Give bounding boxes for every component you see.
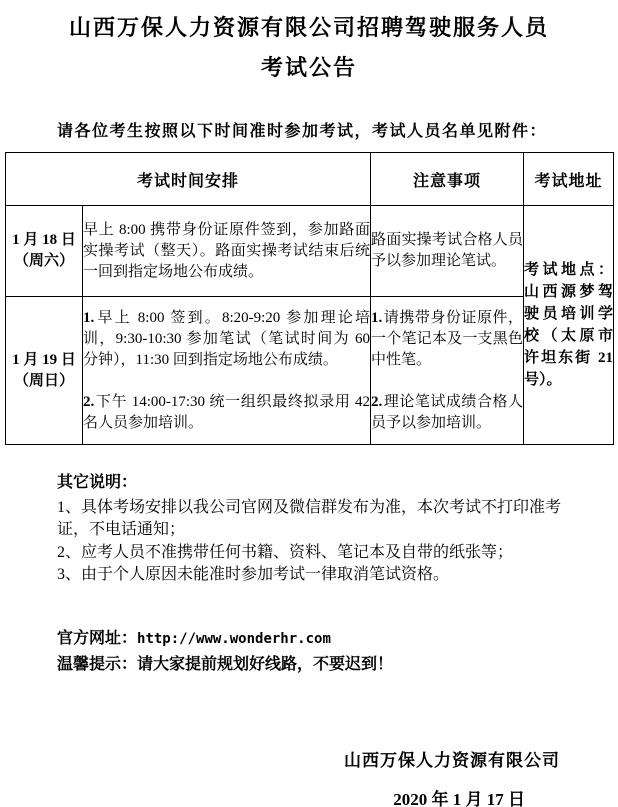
note-item-jan19-1-text: 请携带身份证原件，一个笔记本及一支黑色中性笔。: [371, 309, 524, 368]
other-note-2: 2、应考人员不准携带任何书籍、资料、笔记本及自带的纸张等；: [57, 543, 514, 561]
table-header-row: [6, 153, 614, 206]
other-notes-heading: 其它说明：: [57, 474, 138, 491]
signature-date: 2020 年 1 月 17 日: [393, 789, 525, 807]
exam-address-cell: 考试地点：山西源梦驾驶员培训学校（太原市许坦东街 21 号）。: [524, 206, 614, 445]
header-exam-time: 考试时间安排: [6, 153, 371, 206]
schedule-item-1-text: 早上 8:00 签到。8:20-9:20 参加理论培训，9:30-10:30 参加笔试（笔试时间为 60 分钟），11:30 回到指定场地公布成绩。: [83, 309, 371, 368]
note-item-jan19-2-text: 理论笔试成绩合格人员予以参加培训。: [371, 393, 524, 431]
date-text-jan19: 1 月 19 日: [12, 351, 76, 368]
other-notes-section: [57, 472, 590, 587]
website-url: http://www.wonderhr.com: [137, 630, 331, 647]
reminder-label: 温馨提示：: [57, 655, 138, 673]
title-line-2: 考试公告: [260, 55, 357, 80]
date-cell-jan18: [6, 206, 83, 297]
notes-cell-jan19: [371, 297, 524, 445]
schedule-cell-jan18: 早上 8:00 携带身份证原件签到，参加路面实操考试（整天）。路面实操考试结束后统一回到指定场地公布成绩。: [83, 206, 371, 297]
other-note-1: 1、具体考场安排以我公司官网及微信群发布为准，本次考试不打印准考证，不电话通知；: [57, 498, 562, 538]
title-line-1: 山西万保人力资源有限公司招聘驾驶服务人员: [68, 15, 549, 40]
weekday-text-jan18: （周六）: [13, 253, 74, 269]
reminder-line: [57, 651, 618, 674]
company-signature: 山西万保人力资源有限公司: [344, 750, 560, 770]
note-item-jan19-1-number: 1.: [371, 309, 383, 326]
header-address: 考试地址: [524, 153, 614, 206]
schedule-item-2: [83, 392, 370, 434]
table-row-jan18: [6, 206, 614, 297]
schedule-cell-jan19: [83, 297, 371, 445]
schedule-item-1: [83, 308, 370, 371]
note-item-jan19-1: [371, 308, 523, 371]
table-row-jan19: [6, 297, 614, 445]
intro-text: 请各位考生按照以下时间准时参加考试，考试人员名单见附件：: [57, 123, 548, 140]
note-item-jan19-2-number: 2.: [371, 393, 383, 410]
header-notes: 注意事项: [371, 153, 524, 206]
schedule-item-1-number: 1.: [83, 309, 95, 326]
reminder-text: 请大家提前规划好线路，不要迟到！: [137, 655, 394, 673]
official-website-line: [57, 625, 618, 648]
other-note-3: 3、由于个人原因未能准时参加考试一律取消笔试资格。: [57, 566, 450, 583]
website-label: 官方网址：: [57, 629, 138, 647]
date-cell-jan19: [6, 297, 83, 445]
notes-cell-jan18: 路面实操考试合格人员予以参加理论笔试。: [371, 206, 524, 297]
date-text-jan18: 1 月 18 日: [12, 232, 76, 248]
exam-schedule-table: [5, 152, 614, 445]
weekday-text-jan19: （周日）: [13, 372, 74, 389]
document-title: [0, 0, 618, 88]
schedule-item-2-number: 2.: [83, 393, 95, 410]
schedule-item-2-text: 下午 14:00-17:30 统一组织最终拟录用 42 名人员参加培训。: [83, 393, 371, 431]
note-item-jan19-2: [371, 392, 523, 434]
